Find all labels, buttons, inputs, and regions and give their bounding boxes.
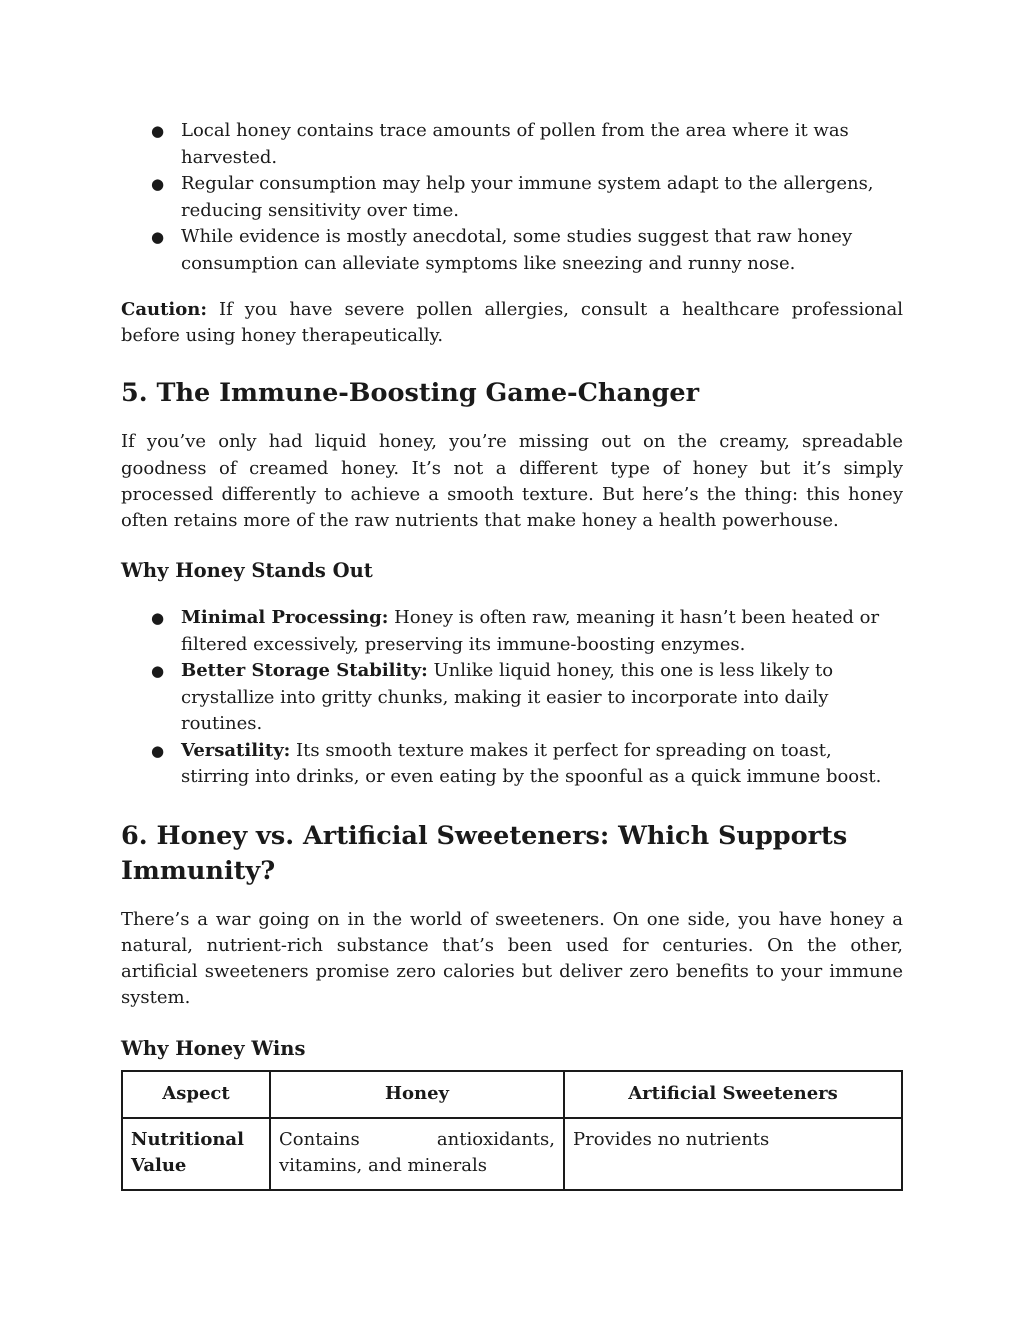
caution-label: Caution: <box>121 299 207 320</box>
section-5-subheading: Why Honey Stands Out <box>121 559 373 583</box>
caution-paragraph <box>121 297 903 349</box>
section-5-heading: 5. The Immune-Boosting Game-Changer <box>121 378 700 409</box>
bullet-icon: ● <box>151 228 165 246</box>
table-header-cell: Aspect <box>122 1071 270 1118</box>
bullet-icon: ● <box>151 175 165 193</box>
table-header-cell: Honey <box>270 1071 564 1118</box>
table-cell: Provides no nutrients <box>564 1118 902 1190</box>
list-item: ● Local honey contains trace amounts of pollen from the area where it was harvested. <box>151 120 849 168</box>
bullet-icon: ● <box>151 122 165 140</box>
list-item: ● Versatility: Its smooth texture makes it perfect for spreading on toast, stirring into drinks, or even eating by the spoonful as a quick immune boost. <box>151 739 882 788</box>
document-page <box>121 118 903 1191</box>
section-5-bullet-list <box>121 605 903 791</box>
table-header-row <box>122 1071 902 1118</box>
bullet-icon: ● <box>151 741 165 760</box>
intro-bullet-list <box>121 118 903 277</box>
table-cell: Nutritional Value <box>122 1118 270 1190</box>
section-6-heading: 6. Honey vs. Artificial Sweeteners: Which Supports Immunity? <box>121 820 848 886</box>
table-row <box>122 1118 902 1190</box>
caution-text: If you have severe pollen allergies, consult a healthcare professional before using honey therapeutically. <box>121 299 903 347</box>
table-cell: Contains antioxidants, vitamins, and minerals <box>270 1118 564 1190</box>
list-item: ● Regular consumption may help your immune system adapt to the allergens, reducing sensitivity over time. <box>151 173 874 221</box>
bullet-icon: ● <box>151 609 165 628</box>
list-item: ● While evidence is mostly anecdotal, some studies suggest that raw honey consumption can alleviate symptoms like sneezing and runny nose. <box>151 226 853 274</box>
section-5-paragraph: If you’ve only had liquid honey, you’re missing out on the creamy, spreadable goodness of creamed honey. It’s not a different type of honey but it’s simply processed differently to achieve a smooth texture. But here’s the thing: this honey often retains more of the raw nutrients that make honey a health powerhouse. <box>121 431 903 532</box>
table-header-cell: Artificial Sweeteners <box>564 1071 902 1118</box>
section-6-paragraph: There’s a war going on in the world of sweeteners. On one side, you have honey a natural, nutrient-rich substance that’s been used for centuries. On the other, artificial sweeteners promise zero calories but deliver zero benefits to your immune system. <box>121 908 903 1009</box>
section-6-subheading: Why Honey Wins <box>121 1036 306 1060</box>
list-item: ● Better Storage Stability: Unlike liquid honey, this one is less likely to crystallize into gritty chunks, making it easier to incorporate into daily routines. <box>151 660 834 735</box>
list-item: ● Minimal Processing: Honey is often raw, meaning it hasn’t been heated or filtered excessively, preserving its immune-boosting enzymes. <box>151 607 880 655</box>
comparison-table <box>121 1070 903 1191</box>
bullet-icon: ● <box>151 662 165 681</box>
